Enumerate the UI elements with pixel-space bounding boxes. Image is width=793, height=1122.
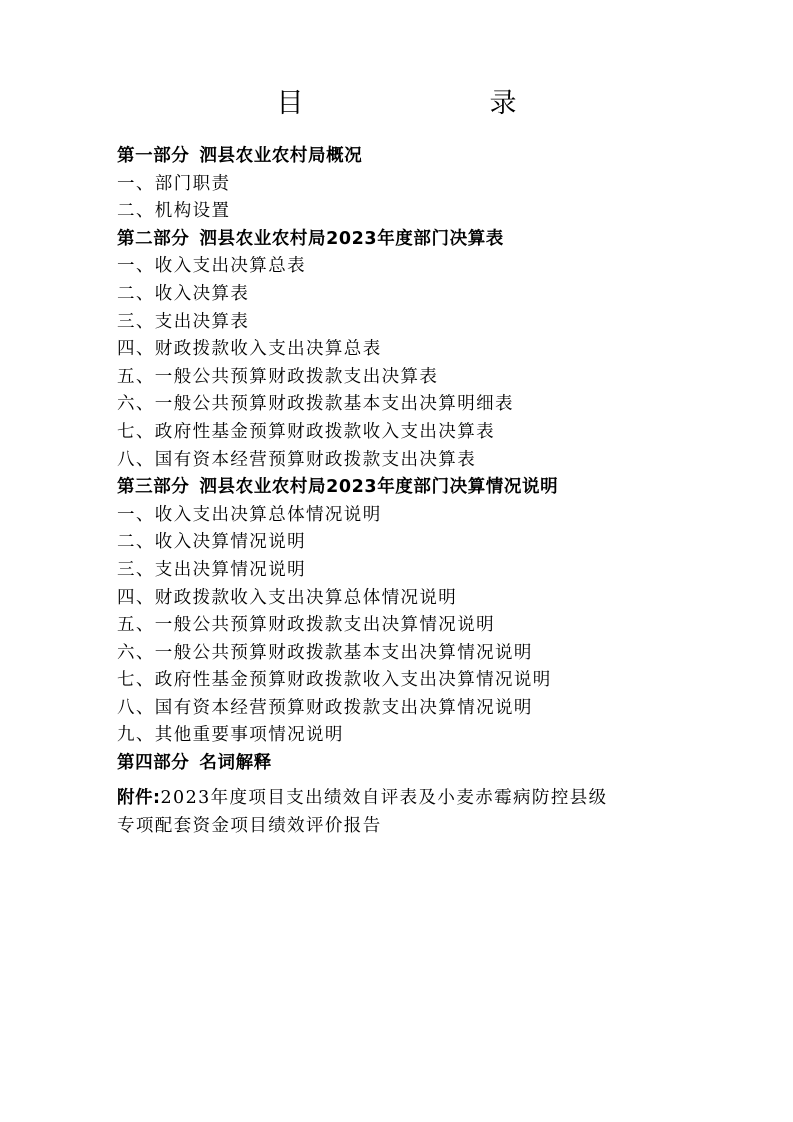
toc-part-number: 第四部分 <box>117 753 190 774</box>
toc-item: 五、一般公共预算财政拨款支出决算情况说明 <box>117 615 495 636</box>
toc-part-heading-1 <box>117 143 717 171</box>
toc-item: 五、一般公共预算财政拨款支出决算表 <box>117 366 439 387</box>
toc-item: 七、政府性基金预算财政拨款收入支出决算表 <box>117 421 495 442</box>
toc-part-text: 泗县农业农村局2023年度部门决算情况说明 <box>199 477 559 498</box>
toc-item: 九、其他重要事项情况说明 <box>117 725 344 746</box>
toc-item: 二、机构设置 <box>117 201 231 222</box>
page-title: 目 录 <box>276 88 561 119</box>
toc-item: 二、收入决算表 <box>117 283 250 304</box>
toc-part-text: 泗县农业农村局概况 <box>199 146 363 166</box>
toc-item: 二、收入决算情况说明 <box>117 532 306 553</box>
toc-part-heading-4 <box>117 750 717 778</box>
toc-item: 三、支出决算情况说明 <box>117 559 306 580</box>
appendix-line-2: 专项配套资金项目绩效评价报告 <box>117 815 382 836</box>
appendix <box>117 784 717 840</box>
toc-item: 三、支出决算表 <box>117 311 250 332</box>
toc-part-text: 泗县农业农村局2023年度部门决算表 <box>199 228 504 249</box>
toc-item: 八、国有资本经营预算财政拨款支出决算表 <box>117 449 477 470</box>
toc-item: 四、财政拨款收入支出决算总体情况说明 <box>117 587 458 608</box>
toc-part-heading-2 <box>117 226 717 254</box>
toc-part-number: 第二部分 <box>117 228 190 249</box>
appendix-text-1: 2023年度项目支出绩效自评表及小麦赤霉病防控县级 <box>160 787 608 808</box>
toc-item: 七、政府性基金预算财政拨款收入支出决算情况说明 <box>117 670 552 691</box>
toc-part-number: 第一部分 <box>117 146 190 166</box>
toc-part-heading-3 <box>117 474 717 502</box>
appendix-line-1 <box>117 784 717 812</box>
toc-part-number: 第三部分 <box>117 477 190 498</box>
toc-part-text: 名词解释 <box>199 753 272 774</box>
toc-item: 八、国有资本经营预算财政拨款支出决算情况说明 <box>117 697 533 718</box>
toc-item: 一、收入支出决算总表 <box>117 256 306 277</box>
toc-item: 六、一般公共预算财政拨款基本支出决算情况说明 <box>117 642 533 663</box>
toc-item: 一、部门职责 <box>117 173 231 194</box>
toc-item: 一、收入支出决算总体情况说明 <box>117 504 382 525</box>
appendix-label: 附件: <box>117 787 161 808</box>
toc-item: 四、财政拨款收入支出决算总表 <box>117 339 382 360</box>
table-of-contents <box>117 143 717 840</box>
toc-item: 六、一般公共预算财政拨款基本支出决算明细表 <box>117 394 514 415</box>
